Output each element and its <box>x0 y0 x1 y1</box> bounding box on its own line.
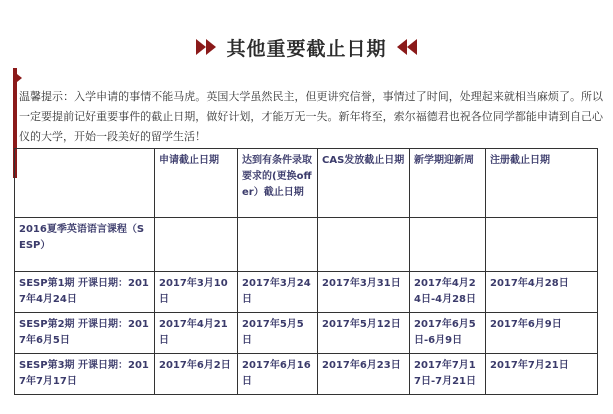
header-cell: 新学期迎新周 <box>410 149 486 218</box>
table-cell <box>238 218 318 272</box>
table-header-row <box>15 149 598 218</box>
header-cell: 申请截止日期 <box>155 149 238 218</box>
notice-paragraph: 温馨提示：入学申请的事情不能马虎。英国大学虽然民主，但更讲究信誉，事情过了时间，处理起来就相当麻烦了。所以一定要提前记好重要事件的截止日期，做好计划，才能万无一失。新年将至，索尔福德君也祝各位同学都能申请到自己心仪的大学，开始一段美好的留学生活！ <box>19 90 603 143</box>
deadline-table <box>14 148 598 395</box>
table-cell <box>318 218 410 272</box>
table-row <box>15 272 598 313</box>
section-label: 2016夏季英语语言课程（SESP） <box>15 218 155 272</box>
table-cell: 2017年4月21日 <box>155 313 238 354</box>
table-cell: 2017年5月12日 <box>318 313 410 354</box>
table-cell: 2017年3月24日 <box>238 272 318 313</box>
table-cell: 2017年5月5日 <box>238 313 318 354</box>
table-cell: 2017年4月24日-4月28日 <box>410 272 486 313</box>
table-cell: 2017年7月21日 <box>486 354 598 395</box>
table-cell: 2017年4月28日 <box>486 272 598 313</box>
table-cell: 2017年6月5日-6月9日 <box>410 313 486 354</box>
table-cell <box>410 218 486 272</box>
table-row <box>15 313 598 354</box>
table-cell: 2017年3月31日 <box>318 272 410 313</box>
section-row <box>15 218 598 272</box>
table-cell: 2017年6月16日 <box>238 354 318 395</box>
row-label: SESP第2期 开课日期：2017年6月5日 <box>15 313 155 354</box>
table-row <box>15 354 598 395</box>
table-cell: 2017年6月2日 <box>155 354 238 395</box>
row-label: SESP第1期 开课日期：2017年4月24日 <box>15 272 155 313</box>
title-row <box>0 32 613 62</box>
header-cell: CAS发放截止日期 <box>318 149 410 218</box>
header-cell: 达到有条件录取要求的(更换offer）截止日期 <box>238 149 318 218</box>
double-chevron-right-icon <box>196 39 218 55</box>
table-cell <box>486 218 598 272</box>
header-cell: 注册截止日期 <box>486 149 598 218</box>
table-cell: 2017年7月17日-7月21日 <box>410 354 486 395</box>
table-cell: 2017年6月9日 <box>486 313 598 354</box>
table-cell: 2017年6月23日 <box>318 354 410 395</box>
double-chevron-left-icon <box>395 39 417 55</box>
table-cell: 2017年3月10日 <box>155 272 238 313</box>
page-title: 其他重要截止日期 <box>226 37 387 60</box>
header-cell <box>15 149 155 218</box>
table-cell <box>155 218 238 272</box>
row-label: SESP第3期 开课日期：2017年7月17日 <box>15 354 155 395</box>
